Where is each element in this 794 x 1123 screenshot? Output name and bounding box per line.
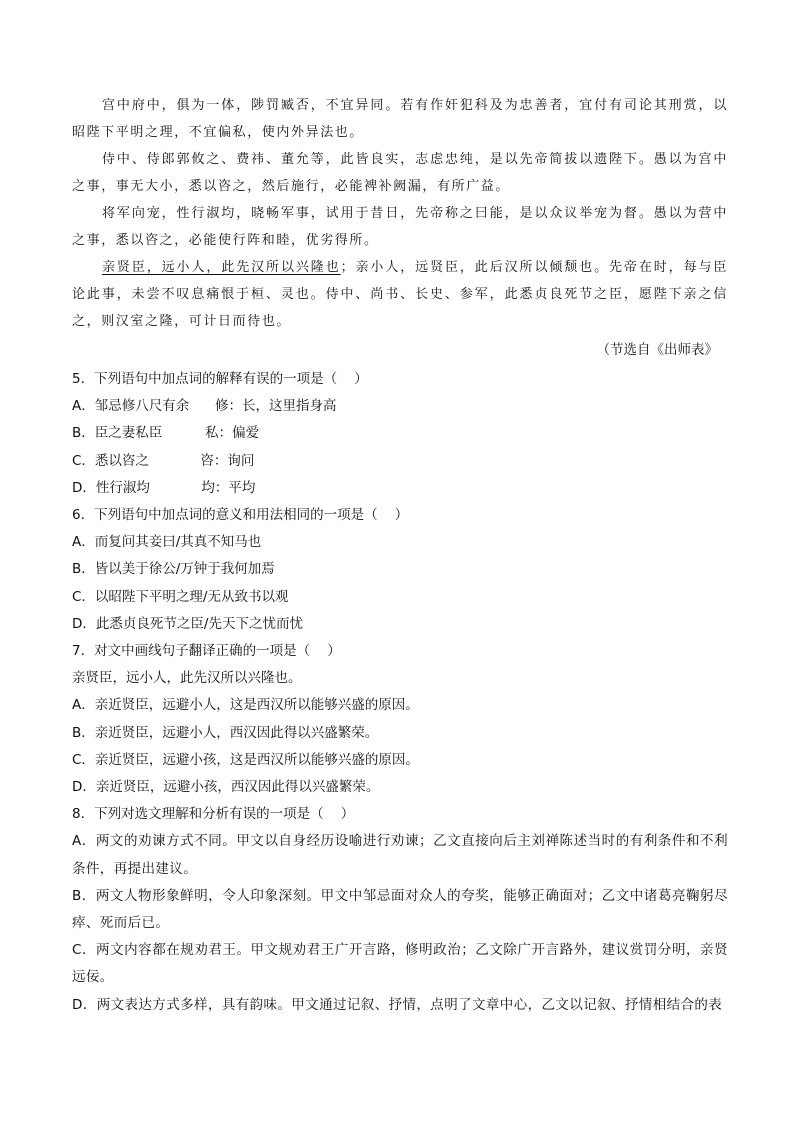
passage-source: （节选自《出师表》 <box>596 342 718 358</box>
question-7-sentence: 亲贤臣，远小人，此先汉所以兴隆也。 <box>72 670 302 687</box>
question-6-stem: 6．下列语句中加点词的意义和用法相同的一项是（ ） <box>72 507 409 524</box>
question-5-stem: 5．下列语句中加点词的解释有误的一项是（ ） <box>72 371 368 387</box>
passage-paragraph-4-rest: ；亲小人，远贤臣，此后汉所以倾颓也。先帝在时，每与臣论此事，未尝不叹息痛恨于桓、灵也。侍中、尚书、长史、参军，此悉贞良死节之臣，愿陛下亲之信之，则汉室之隆，可计日而待也。 <box>72 260 728 329</box>
question-5-option-b: B．臣之妻私臣 私：偏爱 <box>72 425 260 442</box>
question-7-option-c: C．亲近贤臣，远避小孩，这是西汉所以能够兴盛的原因。 <box>72 751 419 768</box>
question-list <box>72 366 728 1019</box>
classical-passage <box>72 92 728 335</box>
question-8-option-d: D．两文表达方式多样，具有韵味。甲文通过记叙、抒情，点明了文章中心，乙文以记叙、抒情相结合的表 <box>72 996 723 1013</box>
question-7-option-a: A．亲近贤臣，远避小人，这是西汉所以能够兴盛的原因。 <box>72 697 419 714</box>
passage-paragraph-4 <box>72 254 728 335</box>
question-5-option-a: A．邹忌修八尺有余 修：长，这里指身高 <box>72 398 337 415</box>
underlined-sentence: 亲贤臣，远小人，此先汉所以兴隆也 <box>102 260 341 275</box>
question-8-option-c: C．两文内容都在规劝君王。甲文规劝君王广开言路，修明政治；乙文除广开言路外，建议赏罚分明，亲贤远佞。 <box>72 942 728 986</box>
question-8-option-a: A．两文的劝谏方式不同。甲文以自身经历设喻进行劝谏；乙文直接向后主刘禅陈述当时的有利条件和不利条件，再提出建议。 <box>72 833 728 877</box>
question-6-option-d: D．此悉贞良死节之臣/先天下之忧而忧 <box>72 615 303 632</box>
question-6-option-a: A．而复问其妾曰/其真不知马也 <box>72 534 262 551</box>
question-7-option-d: D．亲近贤臣，远避小孩，西汉因此得以兴盛繁荣。 <box>72 779 380 796</box>
passage-paragraph-2: 侍中、侍郎郭攸之、费祎、董允等，此皆良实，志虑忠纯，是以先帝简拔以遗陛下。愚以为宫中之事，事无大小，悉以咨之，然后施行，必能裨补阙漏，有所广益。 <box>72 152 728 194</box>
question-7-option-b: B．亲近贤臣，远避小人，西汉因此得以兴盛繁荣。 <box>72 724 379 741</box>
question-7-stem: 7．对文中画线句子翻译正确的一项是（ ） <box>72 643 341 660</box>
passage-paragraph-3: 将军向宠，性行淑均，晓畅军事，试用于昔日，先帝称之曰能，是以众议举宠为督。愚以为营中之事，悉以咨之，必能使行阵和睦，优劣得所。 <box>72 206 728 248</box>
question-5-option-d: D．性行淑均 均：平均 <box>72 479 256 496</box>
passage-paragraph-1: 宫中府中，俱为一体，陟罚臧否，不宜异同。若有作奸犯科及为忠善者，宜付有司论其刑赏，以昭陛下平明之理，不宜偏私，使内外异法也。 <box>72 98 728 140</box>
question-6-option-b: B．皆以美于徐公/万钟于我何加焉 <box>72 561 275 578</box>
question-8-stem: 8．下列对选文理解和分析有误的一项是（ ） <box>72 806 355 823</box>
question-5-option-c: C．悉以咨之 咨：询问 <box>72 452 255 469</box>
question-8-option-b: B．两文人物形象鲜明，令人印象深刻。甲文中邹忌面对众人的夸奖，能够正确面对；乙文中诸葛亮鞠躬尽瘁、死而后已。 <box>72 887 728 932</box>
question-6-option-c: C．以昭陛下平明之理/无从致书以观 <box>72 588 289 605</box>
